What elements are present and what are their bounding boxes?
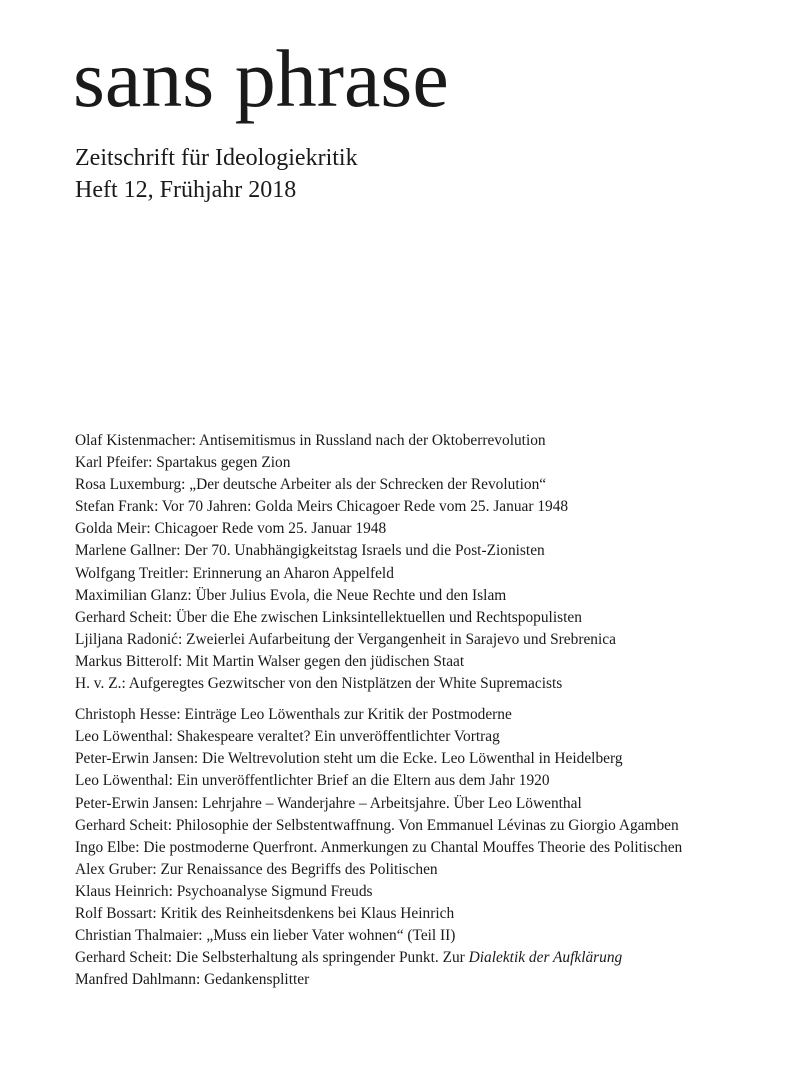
toc-item: Gerhard Scheit: Über die Ehe zwischen Linksintellektuellen und Rechtspopulisten [75,608,582,626]
toc-item: Peter-Erwin Jansen: Lehrjahre – Wanderjahre – Arbeitsjahre. Über Leo Löwenthal [75,794,582,812]
toc-item: Rolf Bossart: Kritik des Reinheitsdenkens bei Klaus Heinrich [75,904,455,922]
toc-item: H. v. Z.: Aufgeregtes Gezwitscher von den Nistplätzen der White Supremacists [75,675,563,693]
toc-item: Marlene Gallner: Der 70. Unabhängigkeitstag Israels und die Post-Zionisten [75,542,545,560]
table-of-contents [75,430,795,991]
toc-item: Maximilian Glanz: Über Julius Evola, die Neue Rechte und den Islam [75,586,507,604]
toc-item-scheit-dialektik [75,947,795,969]
toc-item: Christoph Hesse: Einträge Leo Löwenthals zur Kritik der Postmoderne [75,706,512,724]
toc-item: Golda Meir: Chicagoer Rede vom 25. Januar 1948 [75,520,387,538]
toc-item: Gerhard Scheit: Philosophie der Selbstentwaffnung. Von Emmanuel Lévinas zu Giorgio Agamben [75,816,679,834]
toc-group-2 [75,704,795,991]
toc-group-1 [75,430,795,695]
toc-item: Peter-Erwin Jansen: Die Weltrevolution steht um die Ecke. Leo Löwenthal in Heidelberg [75,750,623,768]
toc-item: Ingo Elbe: Die postmoderne Querfront. Anmerkungen zu Chantal Mouffes Theorie des Politischen [75,838,683,856]
subtitle-line: Zeitschrift für Ideologiekritik [75,145,358,171]
toc-item: Ljiljana Radonić: Zweierlei Aufarbeitung der Vergangenheit in Sarajevo und Srebrenica [75,630,616,648]
journal-subtitle [75,142,358,206]
toc-item: Leo Löwenthal: Shakespeare veraltet? Ein unveröffentlichter Vortrag [75,728,500,746]
journal-title: sans phrase [73,33,449,124]
toc-item-text: Gerhard Scheit: Die Selbsterhaltung als springender Punkt. Zur [75,949,469,967]
toc-item: Leo Löwenthal: Ein unveröffentlichter Brief an die Eltern aus dem Jahr 1920 [75,772,550,790]
issue-line: Heft 12, Frühjahr 2018 [75,177,297,203]
toc-item: Christian Thalmaier: „Muss ein lieber Vater wohnen“ (Teil II) [75,927,456,945]
toc-item: Wolfgang Treitler: Erinnerung an Aharon Appelfeld [75,564,394,582]
toc-item: Karl Pfeifer: Spartakus gegen Zion [75,454,291,472]
toc-item: Manfred Dahlmann: Gedankensplitter [75,971,310,989]
toc-item: Klaus Heinrich: Psychoanalyse Sigmund Freuds [75,882,373,900]
toc-item: Olaf Kistenmacher: Antisemitismus in Russland nach der Oktoberrevolution [75,432,546,449]
toc-item: Alex Gruber: Zur Renaissance des Begriffs des Politischen [75,860,438,878]
toc-item: Markus Bitterolf: Mit Martin Walser gegen den jüdischen Staat [75,652,465,670]
toc-item: Stefan Frank: Vor 70 Jahren: Golda Meirs Chicagoer Rede vom 25. Januar 1948 [75,498,569,516]
toc-item: Rosa Luxemburg: „Der deutsche Arbeiter als der Schrecken der Revolution“ [75,476,547,494]
book-title-italic: Dialektik der Aufklärung [468,949,623,967]
